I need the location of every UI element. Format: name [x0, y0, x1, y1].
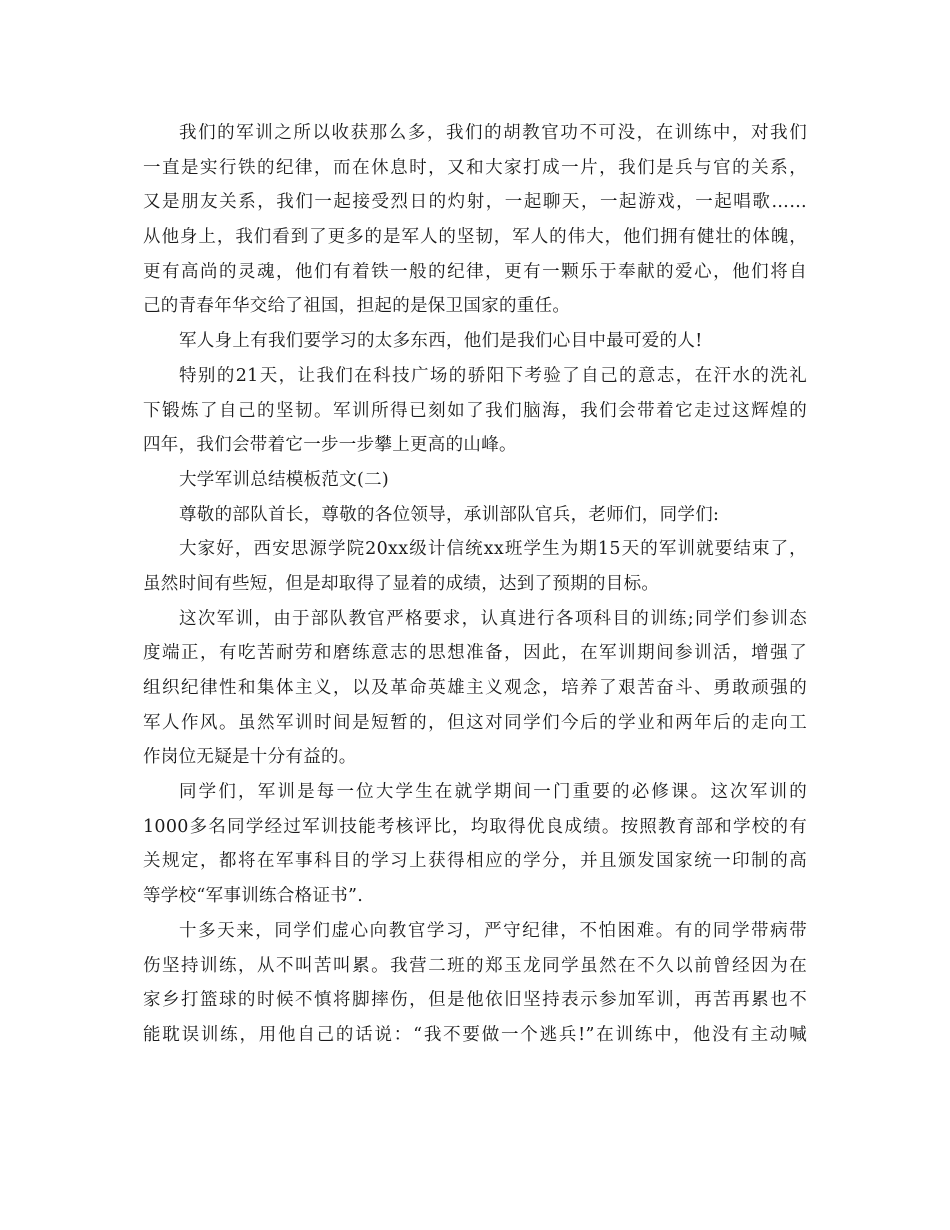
text-line: 度端正，有吃苦耐劳和磨练意志的思想准备，因此，在军训期间参训活，增强了	[143, 643, 807, 664]
text-line: 十多天来，同学们虚心向教官学习，严守纪律，不怕困难。有的同学带病带	[179, 920, 807, 941]
text-line: 这次军训，由于部队教官严格要求，认真进行各项科目的训练;同学们参训态	[179, 608, 807, 629]
text-line: 从他身上，我们看到了更多的是军人的坚韧，军人的伟大，他们拥有健壮的体魄，	[143, 227, 807, 248]
text-line: 尊敬的部队首长，尊敬的各位领导，承训部队官兵，老师们，同学们:	[179, 504, 720, 525]
text-line: 虽然时间有些短，但是却取得了显着的成绩，达到了预期的目标。	[143, 573, 660, 594]
text-line: 军人作风。虽然军训时间是短暂的，但这对同学们今后的学业和两年后的走向工	[143, 712, 807, 733]
text-line: 关规定，都将在军事科目的学习上获得相应的学分，并且颁发国家统一印制的高	[143, 851, 807, 872]
text-line: 一直是实行铁的纪律，而在休息时，又和大家打成一片，我们是兵与官的关系，	[143, 157, 807, 178]
text-line: 等学校“军事训练合格证书”.	[143, 886, 364, 907]
text-line: 四年，我们会带着它一步一步攀上更高的山峰。	[143, 435, 517, 456]
text-line: 同学们，军训是每一位大学生在就学期间一门重要的必修课。这次军训的	[179, 782, 807, 803]
text-line: 又是朋友关系，我们一起接受烈日的灼射，一起聊天，一起游戏，一起唱歌……	[143, 192, 807, 213]
text-line: 伤坚持训练，从不叫苦叫累。我营二班的郑玉龙同学虽然在不久以前曾经因为在	[143, 955, 807, 976]
text-line: 能耽误训练，用他自己的话说：“我不要做一个逃兵!”在训练中，他没有主动喊	[143, 1024, 807, 1045]
text-line: 大家好，西安思源学院20xx级计信统xx班学生为期15天的军训就要结束了，	[179, 539, 807, 560]
text-line: 作岗位无疑是十分有益的。	[143, 747, 357, 768]
text-line: 家乡打篮球的时候不慎将脚摔伤，但是他依旧坚持表示参加军训，再苦再累也不	[143, 990, 807, 1011]
text-line: 组织纪律性和集体主义，以及革命英雄主义观念，培养了艰苦奋斗、勇敢顽强的	[143, 678, 807, 698]
text-line: 军人身上有我们要学习的太多东西，他们是我们心目中最可爱的人!	[179, 331, 703, 352]
document-body	[143, 116, 807, 1053]
text-line: 己的青春年华交给了祖国，担起的是保卫国家的重任。	[143, 296, 571, 317]
text-line: 特别的21天，让我们在科技广场的骄阳下考验了自己的意志，在汗水的洗礼	[179, 365, 807, 386]
text-line: 大学军训总结模板范文(二)	[179, 469, 390, 490]
text-line: 下锻炼了自己的坚韧。军训所得已刻如了我们脑海，我们会带着它走过这辉煌的	[143, 400, 807, 421]
text-line: 更有高尚的灵魂，他们有着铁一般的纪律，更有一颗乐于奉献的爱心，他们将自	[143, 261, 807, 282]
text-line: 我们的军训之所以收获那么多，我们的胡教官功不可没，在训练中，对我们	[179, 123, 807, 143]
text-line: 1000多名同学经过军训技能考核评比，均取得优良成绩。按照教育部和学校的有	[143, 816, 807, 837]
